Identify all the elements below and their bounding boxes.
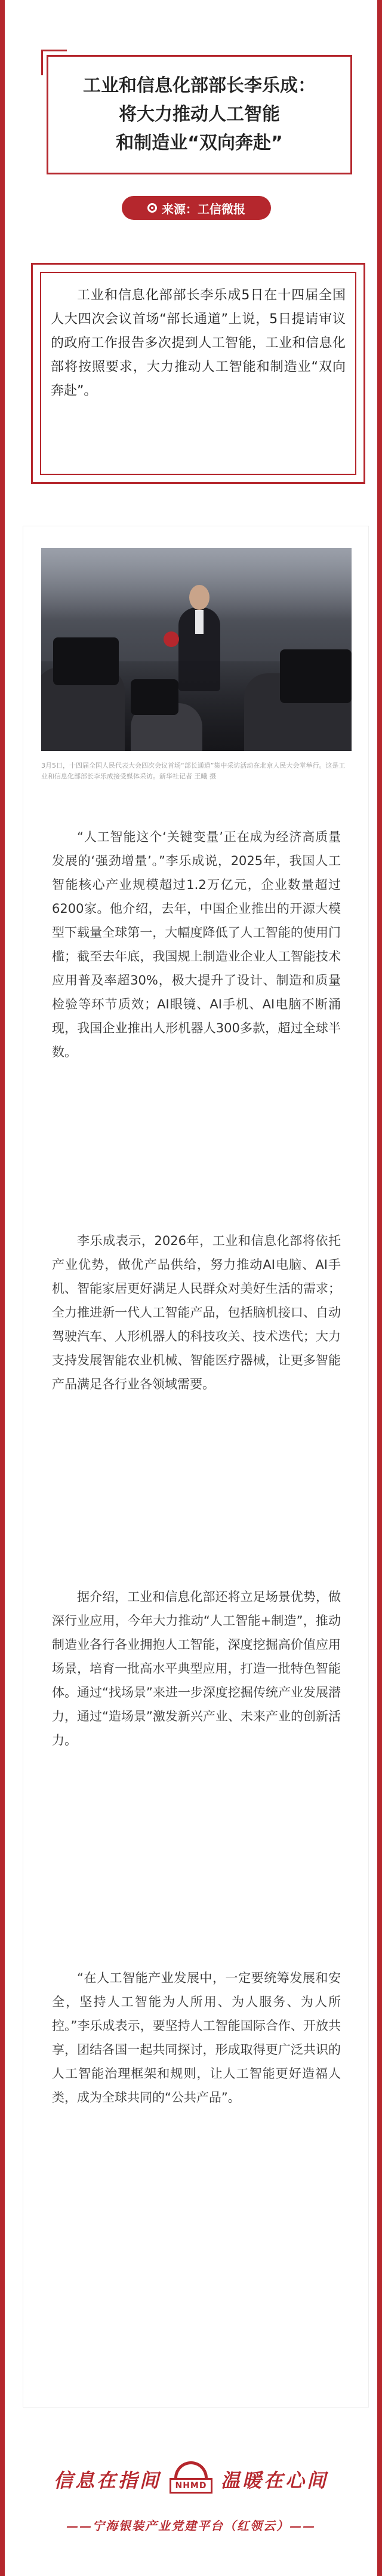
title-line-3: 和制造业“双向奔赴” bbox=[116, 133, 283, 154]
title-line-2: 将大力推动人工智能 bbox=[119, 104, 280, 125]
body-paragraph-4: “在人工智能产业发展中，一定要统筹发展和安全，坚持人工智能为人所用、为人服务、为人所控。”李乐成表示，要坚持人工智能国际合作、开放共享，团结各国一起共同探讨，形成取得更广泛共识的人工智能治理框架和规则，让人工智能更好造福人类，成为全球共同的“公共产品”。 bbox=[52, 1971, 341, 2105]
platform-name: ——宁海银装产业党建平台（红领云）—— bbox=[66, 2519, 316, 2533]
footer-slogan bbox=[5, 2461, 377, 2497]
top-band bbox=[5, 0, 377, 54]
slogan-right: 温暖在心间 bbox=[221, 2469, 329, 2492]
body-paragraph-2: 李乐成表示，2026年，工业和信息化部将依托产业优势，做优产品供给，努力推动AI电脑、AI手机、智能家居更好满足人民群众对美好生活的需求；全力推进新一代人工智能产品，包括脑机接口、自动驾驶汽车、人形机器人的科技攻关、技术迭代；大力支持发展智能农业机械、智能医疗器械，让更多智能产品满足各行业各领域需要。 bbox=[52, 1234, 341, 1391]
news-photo bbox=[41, 548, 352, 751]
summary-box bbox=[31, 263, 365, 484]
summary-text: 工业和信息化部部长李乐成5日在十四届全国人大四次会议首场“部长通道”上说，5日提请审议的政府工作报告多次提到人工智能，工业和信息化部将按照要求，大力推动人工智能和制造业“双向奔赴”。 bbox=[51, 288, 346, 398]
source-badge bbox=[122, 196, 271, 220]
photo-caption: 3月5日，十四届全国人民代表大会四次会议首场“部长通道”集中采访活动在北京人民大会堂举行。这是工业和信息化部部长李乐成接受媒体采访。新华社记者 王曦 摄 bbox=[41, 762, 346, 780]
photo-camera bbox=[53, 637, 119, 685]
body-paragraph-3: 据介绍，工业和信息化部还将立足场景优势，做深行业应用，今年大力推动“人工智能+制造”，推动制造业各行各业拥抱人工智能，深度挖掘高价值应用场景，培育一批高水平典型应用，打造一批特色智能体。通过“找场景”来进一步深度挖掘传统产业发展潜力，通过“造场景”激发新兴产业、未来产业的创新活力。 bbox=[52, 1590, 341, 1747]
footer bbox=[5, 2437, 377, 2576]
photo-speaker-shirt bbox=[195, 610, 204, 634]
photo-microphone bbox=[164, 631, 179, 647]
photo-camera bbox=[280, 649, 352, 703]
slogan-left: 信息在指间 bbox=[53, 2469, 161, 2492]
nhmd-logo-icon bbox=[170, 2461, 212, 2497]
body-paragraph-1: “人工智能这个‘关键变量’正在成为经济高质量发展的‘强劲增量’。”李乐成说，2025年，我国人工智能核心产业规模超过1.2万亿元，企业数量超过6200家。他介绍，去年，中国企业推出的开源大模型下载量全球第一，大幅度降低了人工智能的使用门槛；截至去年底，我国规上制造业企业人工智能技术应用普及率超30%，极大提升了设计、制造和质量检验等环节质效；AI眼镜、AI手机、AI电脑不断涌现，我国企业推出人形机器人300多款，超过全球半数。 bbox=[52, 830, 341, 1059]
source-label: 来源：工信微报 bbox=[162, 201, 245, 216]
title-line-1: 工业和信息化部部长李乐成： bbox=[83, 75, 316, 96]
photo-camera bbox=[131, 679, 178, 715]
logo-arch bbox=[174, 2461, 208, 2479]
logo-text: NHMD bbox=[170, 2478, 212, 2494]
photo-speaker-head bbox=[189, 585, 210, 610]
article-body bbox=[23, 526, 369, 2408]
title-box bbox=[47, 55, 352, 174]
target-icon bbox=[147, 203, 157, 213]
